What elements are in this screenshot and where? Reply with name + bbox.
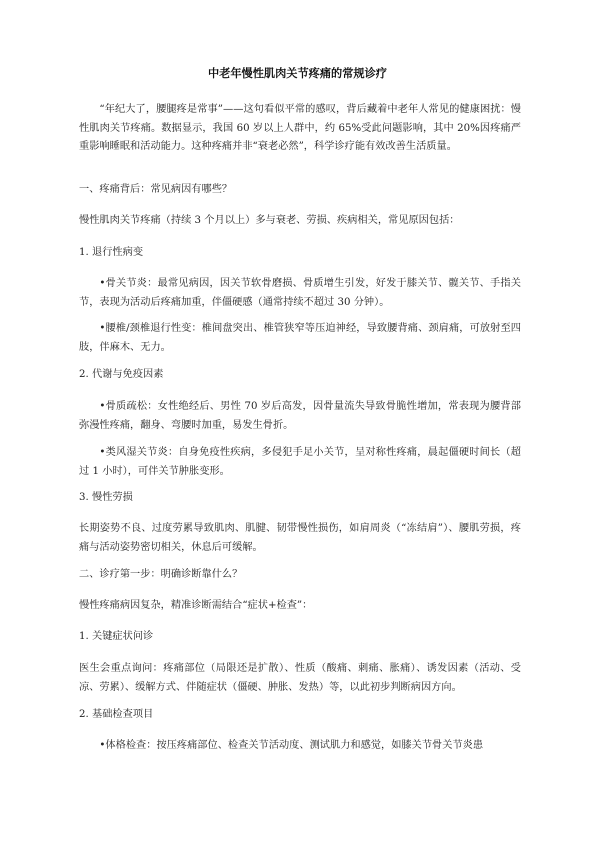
section2-intro: 慢性疼痛病因复杂，精准诊断需结合“症状+检查”：	[79, 600, 313, 611]
intro-paragraph: “年纪大了，腰腿疼是常事”——这句看似平常的感叹，背后藏着中老年人常见的健康困扰：慢性肌肉关节疼痛。数据显示，我国 60 岁以上人群中，约 65%受此问题影响，其中 20%因疼痛严重影响睡眠和活动能力。这种疼痛并非“衰老必然”，科学诊疗能有效改善生活质量。	[79, 104, 521, 153]
s2-item2-bullet1: •体格检查：按压疼痛部位、检查关节活动度、测试肌力和感觉，如膝关节骨关节炎患	[99, 740, 484, 751]
document-title: 中老年慢性肌肉关节疼痛的常规诊疗	[207, 67, 387, 80]
s1-item3-text: 长期姿势不良、过度劳累导致肌肉、肌腱、韧带慢性损伤，如肩周炎（“冻结肩”）、腰肌劳损，疼痛与活动姿势密切相关，休息后可缓解。	[79, 523, 521, 553]
section1-heading: 一、疼痛背后：常见病因有哪些？	[79, 184, 233, 195]
s1-item1-bullet1: •骨关节炎：最常见病因，因关节软骨磨损、骨质增生引发，好发于膝关节、髋关节、手指关节，表现为活动后疼痛加重，伴僵硬感（通常持续不超过 30 分钟）。	[79, 278, 521, 308]
s1-item1-heading: 1. 退行性病变	[79, 247, 144, 258]
s1-item1-bullet2: •腰椎/颈椎退行性变：椎间盘突出、椎管狭窄等压迫神经，导致腰背痛、颈肩痛，可放射至四肢，伴麻木、无力。	[79, 323, 521, 353]
section2-heading: 二、诊疗第一步：明确诊断靠什么？	[79, 569, 243, 580]
s1-item2-bullet1: •骨质疏松：女性绝经后、男性 70 岁后高发，因骨量流失导致骨脆性增加，常表现为腰背部弥漫性疼痛，翻身、弯腰时加重，易发生骨折。	[79, 401, 521, 431]
section1-intro: 慢性肌肉关节疼痛（持续 3 个月以上）多与衰老、劳损、疾病相关，常见原因包括：	[79, 215, 460, 226]
s1-item2-bullet2: •类风湿关节炎：自身免疫性疾病，多侵犯手足小关节，呈对称性疼痛，晨起僵硬时间长（超过 1 小时），可伴关节肿胀变形。	[79, 447, 521, 477]
s2-item2-heading: 2. 基础检查项目	[79, 709, 154, 720]
s1-item2-heading: 2. 代谢与免疫因素	[79, 369, 164, 380]
s2-item1-heading: 1. 关键症状问诊	[79, 631, 154, 642]
s1-item3-heading: 3. 慢性劳损	[79, 492, 133, 503]
s2-item1-text: 医生会重点询问：疼痛部位（局限还是扩散）、性质（酸痛、刺痛、胀痛）、诱发因素（活动、受凉、劳累）、缓解方式、伴随症状（僵硬、肿胀、发热）等，以此初步判断病因方向。	[79, 663, 521, 693]
